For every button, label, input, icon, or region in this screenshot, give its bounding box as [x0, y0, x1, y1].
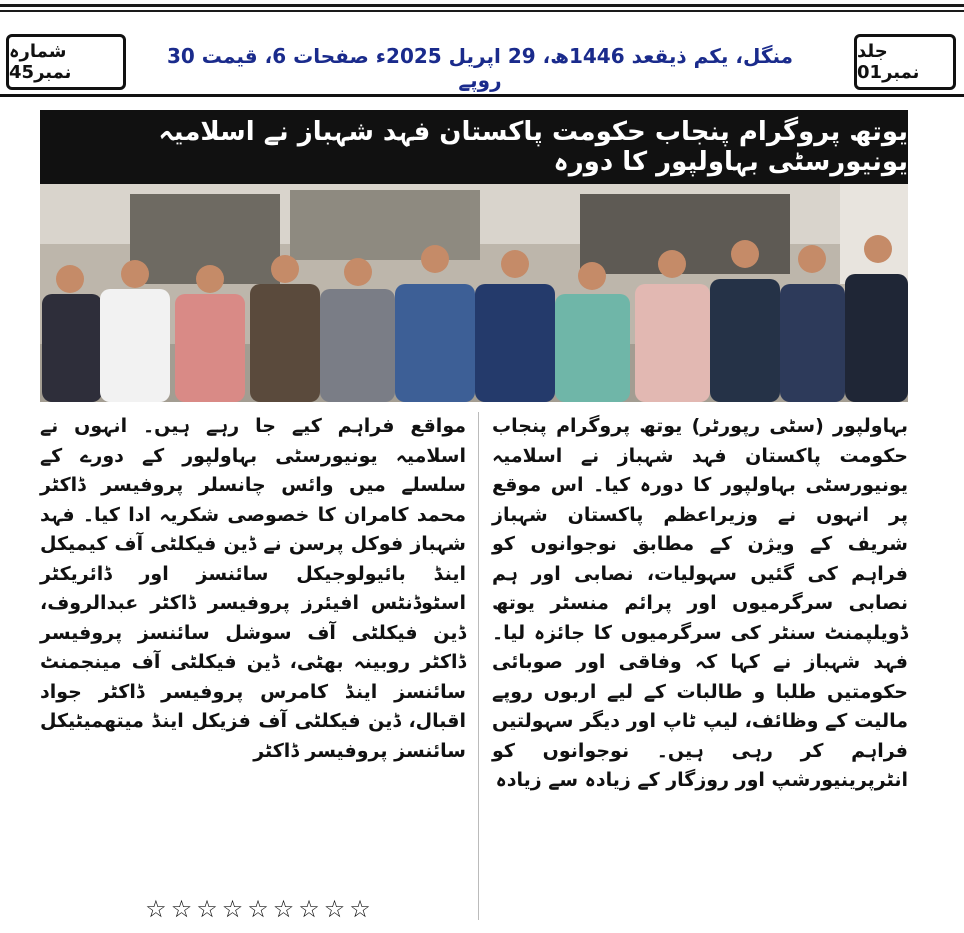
volume-number: جلد نمبر01: [857, 41, 920, 83]
volume-number-box: [854, 34, 956, 90]
masthead: [0, 24, 964, 96]
column-divider: [478, 412, 479, 920]
group-photo: [40, 184, 908, 402]
group-photo-illustration: [40, 184, 908, 402]
article-column-right: بہاولپور (سٹی رپورٹر) یوتھ پروگرام پنجاب حکومت پاکستان فہد شہباز نے اسلامیہ یونیورسٹی بہاولپور کا دورہ کیا۔ اس موقع پر انہوں نے وزیراعظم پاکستان شہباز شریف کے ویژن کے مطابق نوجوانوں کو فراہم کی گئیں سہولیات، نصابی اور ہم نصابی سرگرمیوں اور پرائم منسٹر یوتھ ڈویلپمنٹ سنٹر کی سرگرمیوں کا جائزہ لیا۔ فہد شہباز نے کہا کہ وفاقی اور صوبائی حکومتیں طلبا و طالبات کے لیے اربوں روپے مالیت کے وظائف، لیپ ٹاپ اور دیگر سہولتیں فراہم کر رہی ہیں۔ نوجوانوں کو انٹرپرینیورشپ اور روزگار کے زیادہ سے زیادہ: [492, 415, 908, 791]
article-column-left: مواقع فراہم کیے جا رہے ہیں۔ انہوں نے اسلامیہ یونیورسٹی بہاولپور کے دورے کے سلسلے میں وائس چانسلر پروفیسر ڈاکٹر محمد کامران کا خصوصی شکریہ ادا کیا۔ فہد شہباز فوکل پرسن نے ڈین فیکلٹی آف کیمیکل اینڈ بائیولوجیکل سائنسز اور ڈائریکٹر اسٹوڈنٹس افیئرز پروفیسر ڈاکٹر عبدالروف، ڈین فیکلٹی آف سوشل سائنسز پروفیسر ڈاکٹر روبینہ بھٹی، ڈین فیکلٹی آف مینجمنٹ سائنسز اینڈ کامرس پروفیسر ڈاکٹر جواد اقبال، ڈین فیکلٹی آف فزیکل اینڈ میتھمیٹیکل سائنسز پروفیسر ڈاکٹر: [40, 415, 466, 762]
top-border: [0, 0, 964, 16]
masthead-rule: [0, 94, 964, 97]
end-stars: ☆☆☆☆☆☆☆☆☆: [145, 895, 375, 923]
dateline: منگل، یکم ذیقعد 1446ھ، 29 اپریل 2025ء صفحات 6، قیمت 30 روپے: [167, 44, 793, 92]
issue-number: شمارہ نمبر45: [9, 41, 72, 83]
headline: یوتھ پروگرام پنجاب حکومت پاکستان فہد شہباز نے اسلامیہ یونیورسٹی بہاولپور کا دورہ: [40, 110, 908, 184]
top-rule: [0, 4, 964, 7]
issue-number-box: [6, 34, 126, 90]
top-rule-thin: [0, 10, 964, 12]
